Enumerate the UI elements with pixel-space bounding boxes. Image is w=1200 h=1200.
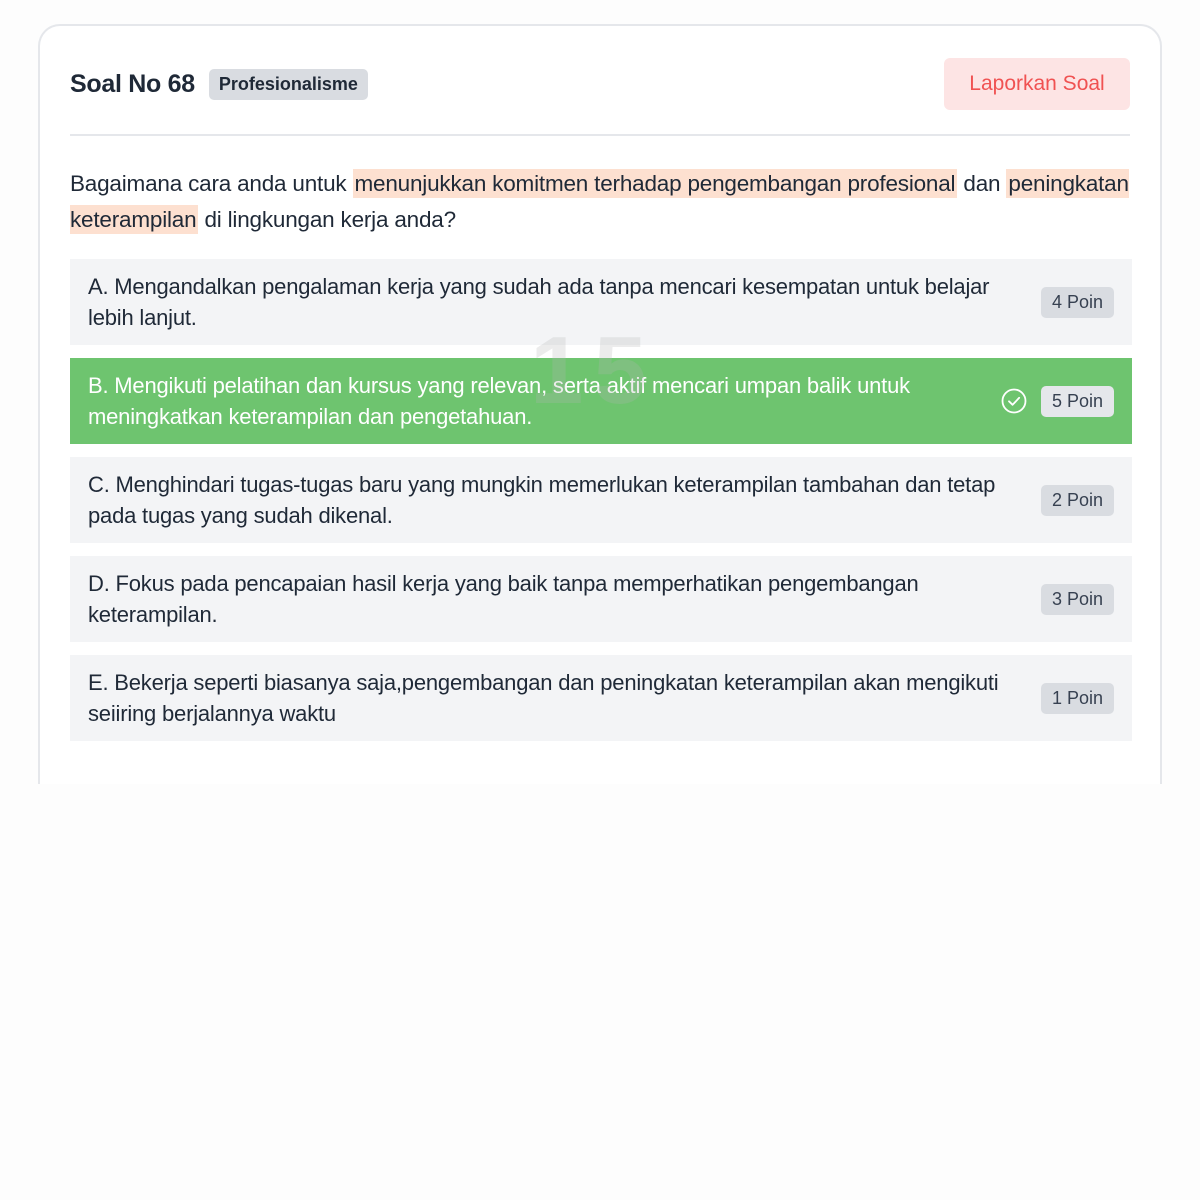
answer-option-c[interactable] [70,457,1132,543]
question-text-part: dan [957,171,1007,196]
option-text: E. Bekerja seperti biasanya saja,pengembangan dan peningkatan keterampilan akan mengikuti seiiring berjalannya waktu [88,670,999,726]
answer-options [70,259,1132,754]
points-badge: 1 Poin [1041,683,1114,714]
watermark: 15 [530,317,657,424]
answer-option-e[interactable] [70,655,1132,741]
question-number: Soal No 68 [70,69,195,98]
question-text [70,166,1138,238]
question-card [38,24,1162,784]
answer-option-a[interactable] [70,259,1132,345]
question-header [70,58,1130,110]
question-text-part: di lingkungan kerja anda? [198,207,456,232]
option-text: C. Menghindari tugas-tugas baru yang mungkin memerlukan keterampilan tambahan dan tetap pada tugas yang sudah dikenal. [88,472,996,528]
check-circle-icon [1001,388,1027,414]
option-text: B. Mengikuti pelatihan dan kursus yang relevan, serta aktif mencari umpan balik untuk meningkatkan keterampilan dan pengetahuan. [88,373,910,429]
option-text: D. Fokus pada pencapaian hasil kerja yang baik tanpa memperhatikan pengembangan keterampilan. [88,571,919,627]
answer-option-b[interactable] [70,358,1132,444]
option-text: A. Mengandalkan pengalaman kerja yang sudah ada tanpa mencari kesempatan untuk belajar lebih lanjut. [88,274,990,330]
question-text-part: Bagaimana cara anda untuk [70,171,353,196]
question-highlight: peningkatan keterampilan [70,171,1129,232]
points-badge: 3 Poin [1041,584,1114,615]
category-badge: Profesionalisme [209,69,368,100]
answer-option-d[interactable] [70,556,1132,642]
question-highlight: menunjukkan komitmen terhadap pengembangan profesional [354,171,956,196]
header-divider [70,134,1130,136]
points-badge: 4 Poin [1041,287,1114,318]
points-badge: 5 Poin [1041,386,1114,417]
points-badge: 2 Poin [1041,485,1114,516]
report-question-button[interactable]: Laporkan Soal [944,58,1130,110]
